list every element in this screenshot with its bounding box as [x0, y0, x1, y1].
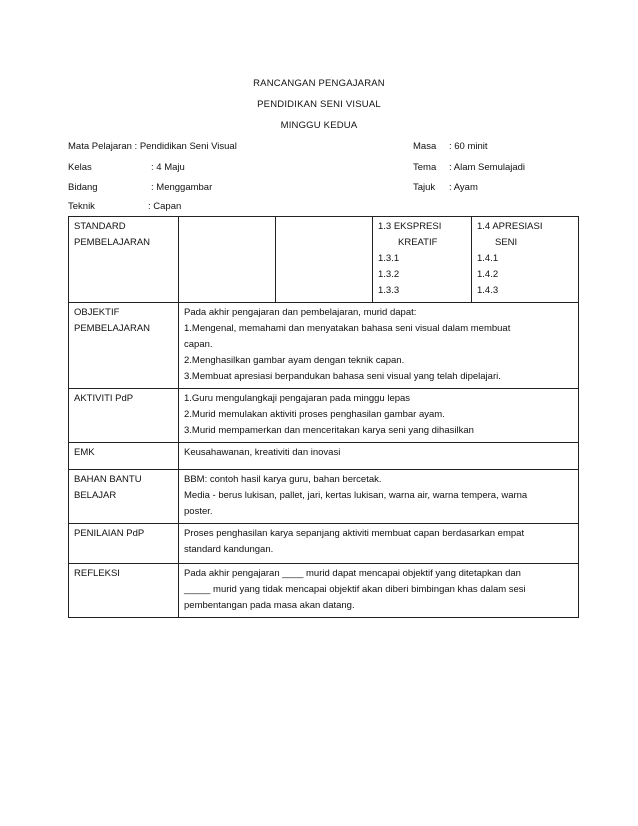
masa-value: : 60 minit	[449, 141, 488, 152]
objektif-line: 3.Membuat apresiasi berpandukan bahasa seni visual yang telah dipelajari.	[184, 371, 501, 382]
aktiviti-row	[69, 389, 579, 443]
apresiasi-seni-cell	[472, 217, 579, 303]
ekspresi-kreatif-cell	[373, 217, 472, 303]
standard-empty-cell-2	[276, 217, 373, 303]
objektif-label-line2: PEMBELAJARAN	[74, 323, 151, 334]
subject-title: PENDIDIKAN SENI VISUAL	[257, 99, 381, 110]
ekspresi-item: 1.3.3	[378, 285, 400, 296]
apresiasi-item: 1.4.2	[477, 269, 499, 280]
aktiviti-content-cell	[179, 389, 579, 443]
aktiviti-label-cell: AKTIVITI PdP	[69, 389, 179, 443]
emk-label-cell: EMK	[69, 443, 179, 470]
apresiasi-item: 1.4.3	[477, 285, 499, 296]
penilaian-label-cell: PENILAIAN PdP	[69, 524, 179, 564]
tajuk-label: Tajuk	[413, 182, 436, 193]
refleksi-line: _____ murid yang tidak mencapai objektif akan diberi bimbingan khas dalam sesi	[184, 584, 526, 595]
ekspresi-heading: 1.3 EKSPRESI	[378, 221, 442, 232]
aktiviti-line: 1.Guru mengulangkaji pengajaran pada minggu lepas	[184, 393, 411, 404]
bahan-line: Media - berus lukisan, pallet, jari, kertas lukisan, warna air, warna tempera, warna	[184, 490, 528, 501]
objektif-content-cell	[179, 303, 579, 389]
mata-pelajaran: Mata Pelajaran : Pendidikan Seni Visual	[68, 141, 237, 152]
aktiviti-line: 3.Murid mempamerkan dan menceritakan karya seni yang dihasilkan	[184, 425, 474, 436]
apresiasi-heading-2: SENI	[495, 237, 518, 248]
objektif-line: Pada akhir pengajaran dan pembelajaran, murid dapat:	[184, 307, 417, 318]
bahan-label-line1: BAHAN BANTU	[74, 474, 142, 485]
bidang-value: : Menggambar	[151, 182, 213, 193]
teknik-label: Teknik	[68, 201, 95, 212]
objektif-line: 1.Mengenal, memahami dan menyatakan bahasa seni visual dalam membuat	[184, 323, 511, 334]
standard-row	[69, 217, 579, 303]
standard-empty-cell-1	[179, 217, 276, 303]
apresiasi-heading: 1.4 APRESIASI	[477, 221, 543, 232]
penilaian-line: Proses penghasilan karya sepanjang aktiviti membuat capan berdasarkan empat	[184, 528, 525, 539]
standard-label-line1: STANDARD	[74, 221, 126, 232]
bahan-line: poster.	[184, 506, 213, 517]
bahan-row	[69, 470, 579, 524]
emk-row	[69, 443, 579, 470]
teknik-value: : Capan	[148, 201, 182, 212]
bahan-label-line2: BELAJAR	[74, 490, 117, 501]
standard-label-cell	[69, 217, 179, 303]
objektif-row	[69, 303, 579, 389]
objektif-line: 2.Menghasilkan gambar ayam dengan teknik capan.	[184, 355, 405, 366]
masa-label: Masa	[413, 141, 437, 152]
objektif-line: capan.	[184, 339, 213, 350]
bahan-content-cell	[179, 470, 579, 524]
tajuk-value: : Ayam	[449, 182, 478, 193]
refleksi-line: Pada akhir pengajaran ____ murid dapat mencapai objektif yang ditetapkan dan	[184, 568, 521, 579]
tema-value: : Alam Semulajadi	[449, 162, 526, 173]
bahan-label-cell	[69, 470, 179, 524]
ekspresi-item: 1.3.1	[378, 253, 400, 264]
objektif-label-line1: OBJEKTIF	[74, 307, 120, 318]
kelas-label: Kelas	[68, 162, 92, 173]
ekspresi-heading-2: KREATIF	[398, 237, 438, 248]
refleksi-row	[69, 564, 579, 618]
apresiasi-item: 1.4.1	[477, 253, 499, 264]
refleksi-line: pembentangan pada masa akan datang.	[184, 600, 355, 611]
ekspresi-item: 1.3.2	[378, 269, 400, 280]
refleksi-content-cell	[179, 564, 579, 618]
penilaian-content-cell	[179, 524, 579, 564]
objektif-label-cell	[69, 303, 179, 389]
kelas-value: : 4 Maju	[151, 162, 185, 173]
lesson-plan-table	[68, 216, 579, 618]
refleksi-label-cell: REFLEKSI	[69, 564, 179, 618]
emk-content-cell: Keusahawanan, kreativiti dan inovasi	[179, 443, 579, 470]
bidang-label: Bidang	[68, 182, 98, 193]
penilaian-line: standard kandungan.	[184, 544, 274, 555]
week-title: MINGGU KEDUA	[280, 120, 358, 131]
document-title: RANCANGAN PENGAJARAN	[253, 78, 385, 89]
penilaian-row	[69, 524, 579, 564]
bahan-line: BBM: contoh hasil karya guru, bahan bercetak.	[184, 474, 382, 485]
standard-label-line2: PEMBELAJARAN	[74, 237, 151, 248]
aktiviti-line: 2.Murid memulakan aktiviti proses penghasilan gambar ayam.	[184, 409, 445, 420]
tema-label: Tema	[413, 162, 437, 173]
